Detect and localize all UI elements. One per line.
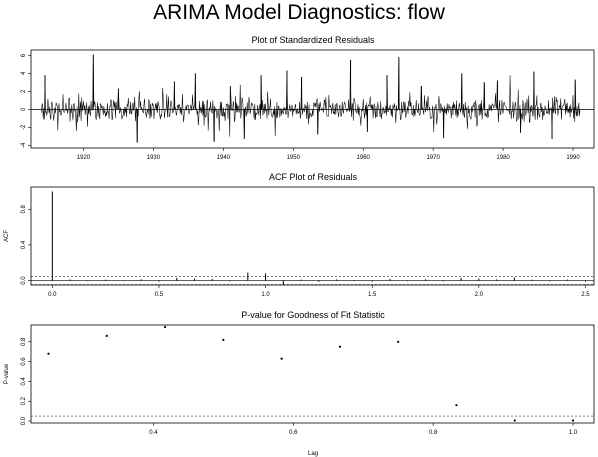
y-tick-label: 0.8 [21, 337, 27, 347]
pvalue-point [514, 419, 516, 421]
pvalue-point [339, 346, 341, 348]
pvalue-panel [4, 310, 594, 457]
x-tick-label: 1.0 [568, 430, 578, 436]
acf-panel-title: ACF Plot of Residuals [268, 172, 358, 182]
pvalue-panel-title: P-value for Goodness of Fit Statistic [241, 310, 385, 320]
pvalue-point [572, 419, 574, 421]
pvalue-plot-frame [31, 325, 594, 423]
pvalue-point [47, 353, 49, 355]
x-tick-label: 0.5 [154, 292, 164, 298]
x-tick-label: 0.0 [48, 292, 57, 298]
x-tick-label: 2.0 [474, 292, 484, 298]
y-tick-label: 0.0 [21, 416, 27, 426]
x-tick-label: 1970 [426, 155, 440, 161]
y-tick-label: -4 [21, 142, 27, 148]
x-tick-label: 0.6 [289, 430, 298, 436]
pvalue-point [164, 326, 166, 328]
pvalue-x-axis-label: Lag [307, 451, 319, 457]
residual-series-line [41, 55, 580, 143]
y-tick-label: 0.8 [21, 205, 27, 214]
y-tick-label: 4 [21, 71, 27, 76]
x-tick-label: 1.0 [261, 292, 270, 298]
pvalue-point [455, 404, 457, 406]
x-tick-label: 2.5 [581, 292, 590, 298]
x-tick-label: 1960 [356, 155, 370, 161]
x-tick-label: 1940 [216, 155, 231, 161]
y-tick-label: 0.0 [21, 276, 27, 285]
x-tick-label: 0.8 [428, 430, 438, 436]
x-tick-label: 1.5 [368, 292, 377, 298]
y-tick-label: 0.4 [21, 377, 27, 386]
pvalue-point [222, 339, 224, 341]
pvalue-point [397, 341, 399, 343]
y-tick-label: 2 [21, 89, 27, 94]
x-tick-label: 1930 [146, 155, 161, 161]
x-tick-label: 1920 [76, 155, 91, 161]
y-tick-label: 6 [21, 53, 27, 58]
pvalue-point [106, 335, 108, 337]
residuals-panel-title: Plot of Standardized Residuals [251, 35, 375, 45]
y-tick-label: 0.2 [21, 397, 27, 406]
y-tick-label: 0.4 [21, 240, 27, 250]
main-title: ARIMA Model Diagnostics: flow [153, 1, 445, 24]
residuals-panel [21, 35, 594, 161]
x-tick-label: 0.4 [149, 430, 158, 436]
acf-plot-frame [31, 187, 594, 285]
y-tick-label: 0.6 [21, 357, 27, 366]
x-tick-label: 1980 [496, 155, 510, 161]
x-tick-label: 1990 [566, 155, 580, 161]
y-tick-label: 0 [21, 107, 27, 112]
x-tick-label: 1950 [286, 155, 300, 161]
acf-y-axis-label: ACF [4, 230, 10, 242]
acf-plot-area [21, 191, 594, 298]
acf-panel [4, 172, 594, 298]
pvalue-point [280, 358, 282, 360]
pvalue-plot-area [21, 326, 594, 436]
y-tick-label: -2 [21, 124, 27, 130]
residuals-plot-area [21, 53, 594, 161]
pvalue-y-axis-label: P-value [4, 363, 10, 385]
